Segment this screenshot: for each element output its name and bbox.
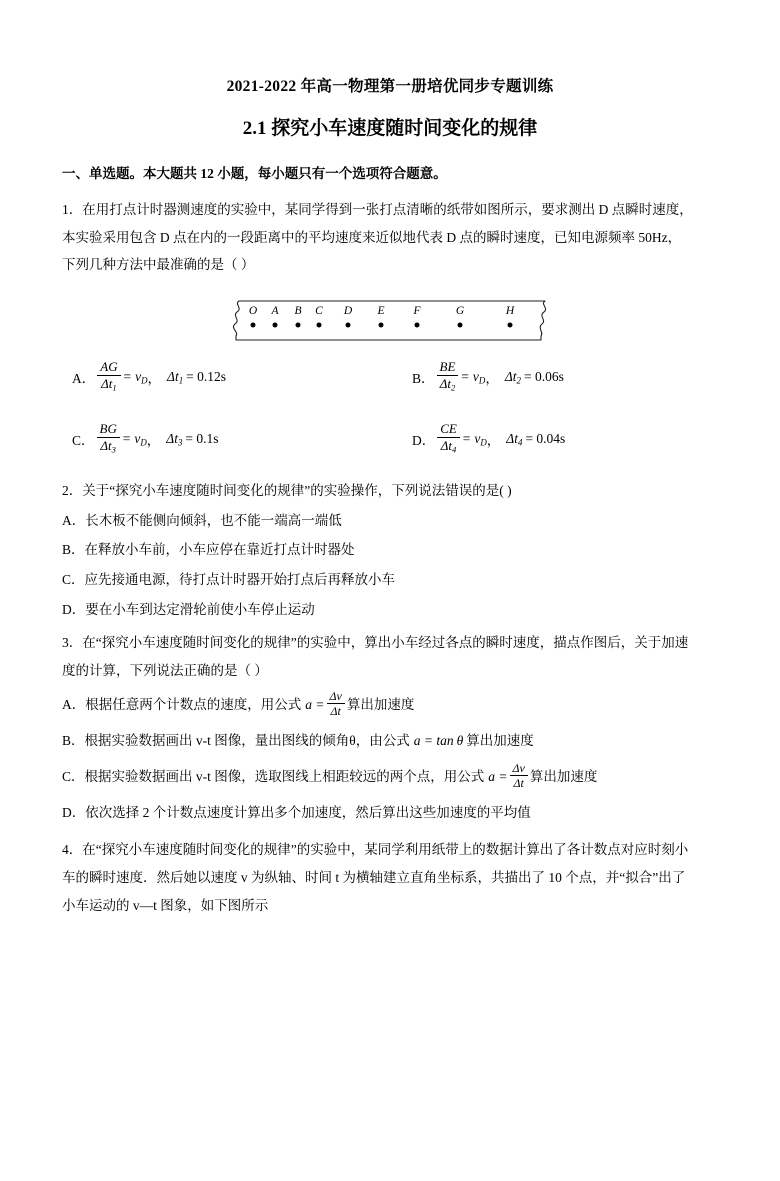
q3-option-a-label: A． (62, 696, 86, 712)
option-c-fraction (97, 422, 120, 454)
svg-text:G: G (455, 304, 465, 317)
svg-text:H: H (505, 304, 515, 317)
option-d-value: = 0.04s (525, 431, 566, 446)
option-c-label: C． (72, 433, 95, 448)
svg-text:A: A (271, 304, 279, 317)
option-c-numerator: BG (99, 420, 117, 436)
question-1-option-a (62, 358, 402, 393)
question-3-stem-line-2: 度的计算，下列说法正确的是（ ） (62, 663, 268, 679)
q3-option-a-text-pre: 根据任意两个计数点的速度，用公式 (85, 696, 302, 712)
option-d-delta: $\Delta t_4$ (506, 430, 523, 448)
q3-option-c-formula-var: a = (488, 768, 508, 784)
option-c-denominator: $\Delta t_3$ (97, 437, 120, 454)
option-d-label: D． (412, 433, 436, 448)
document-page (0, 78, 780, 1181)
question-2-option-b: B．在释放小车前，小车应停在靠近打点计时器处 (62, 542, 355, 558)
q3-option-b-text-pre: 根据实验数据画出 v-t 图像，量出图线的倾角θ，由公式 (84, 732, 410, 748)
question-3-option-b (62, 727, 718, 755)
question-1-stem-line-2: 本实验采用包含 D 点在内的一段距离中的平均速度来近似地代表 D 点的瞬时速度，已知电源频率 50Hz， (62, 229, 682, 245)
question-4-stem-line-1: 4．在“探究小车速度随时间变化的规律”的实验中，某同学利用纸带上的数据计算出了各计数点对应时刻小 (62, 842, 689, 858)
q3-option-b-label: B． (62, 732, 85, 748)
question-3-stem (62, 629, 718, 684)
question-3-option-d (62, 799, 718, 827)
q3-option-a-formula-var: a = (305, 696, 325, 712)
option-a-comma: ， (147, 370, 162, 386)
q3-option-b-formula-var: a = tan (413, 732, 454, 748)
svg-text:B: B (294, 304, 302, 317)
document-subtitle: 2.1 探究小车速度随时间变化的规律 (242, 117, 538, 139)
question-2-option-c: C．应先接通电源，待打点计时器开始打点后再释放小车 (62, 572, 396, 588)
option-c-value: = 0.1s (185, 431, 219, 446)
option-d-denominator: $\Delta t_4$ (437, 437, 460, 454)
svg-text:C: C (315, 304, 323, 317)
q3-option-b-theta: θ (456, 732, 464, 748)
option-a-numerator: AG (100, 358, 118, 374)
option-b-numerator: BE (439, 358, 456, 374)
option-a-denominator: $\Delta t_1$ (97, 375, 120, 392)
question-1-stem (62, 196, 718, 279)
option-c-comma: ， (146, 433, 161, 448)
section-heading: 一、单选题。本大题共 12 小题，每小题只有一个选项符合题意。 (62, 166, 447, 182)
question-1-options-row-1 (62, 358, 718, 393)
question-1-option-b (402, 358, 564, 393)
question-2-stem: 2．关于“探究小车速度随时间变化的规律”的实验操作，下列说法错误的是( ) (62, 483, 512, 499)
q3-option-a-denominator: Δt (327, 703, 345, 718)
question-2-option-d: D．要在小车到达定滑轮前使小车停止运动 (62, 601, 315, 617)
question-1-options-row-2 (62, 420, 718, 455)
ticker-tape-diagram (225, 295, 555, 347)
question-1-figure (62, 295, 718, 347)
option-a-value: = 0.12s (186, 368, 227, 384)
option-b-value: = 0.06s (523, 368, 564, 384)
option-b-denominator: $\Delta t_2$ (437, 375, 459, 392)
question-3-option-a (62, 688, 718, 719)
option-d-comma: ， (486, 433, 501, 448)
svg-text:O: O (248, 304, 258, 317)
question-3-stem-line-1: 3．在“探究小车速度随时间变化的规律”的实验中，算出小车经过各点的瞬时速度，描点作图后，关于加速 (62, 635, 689, 651)
q3-option-c-numerator: Δv (512, 760, 525, 775)
question-1-stem-line-3: 下列几种方法中最准确的是（ ） (62, 257, 255, 273)
question-4-stem (62, 836, 718, 919)
option-a-label: A． (72, 370, 96, 386)
q3-option-c-text-post: 算出加速度 (529, 768, 598, 784)
q3-option-a-text-post: 算出加速度 (346, 696, 415, 712)
option-d-fraction (437, 422, 460, 454)
svg-text:F: F (413, 304, 421, 317)
svg-text:E: E (377, 304, 385, 317)
option-a-equals: = $v_D$ (122, 368, 148, 386)
option-b-comma: ， (485, 370, 499, 386)
question-1-stem-line-1: 1．在用打点计时器测速度的实验中，某同学得到一张打点清晰的纸带如图所示，要求测出 D 点瞬时速度， (62, 201, 693, 217)
question-3-option-c (62, 760, 718, 791)
q3-option-a-fraction (327, 690, 345, 718)
question-2-option-a: A．长木板不能侧向倾斜，也不能一端高一端低 (62, 512, 342, 528)
question-4-stem-line-3: 小车运动的 v—t 图象，如下图所示 (62, 897, 269, 913)
document-title: 2021-2022 年高一物理第一册培优同步专题训练 (226, 78, 554, 95)
q3-option-d-text: 依次选择 2 个计数点速度计算出多个加速度，然后算出这些加速度的平均值 (85, 804, 531, 820)
option-d-equals: = $v_D$ (461, 430, 487, 448)
q3-option-c-text-pre: 根据实验数据画出 v-t 图像，选取图线上相距较远的两个点，用公式 (84, 768, 485, 784)
q3-option-a-numerator: Δv (329, 688, 342, 703)
q3-option-d-label: D． (62, 804, 86, 820)
q3-option-c-fraction (510, 762, 528, 790)
option-c-equals: = $v_D$ (121, 430, 147, 448)
option-a-fraction (97, 360, 120, 392)
q3-option-c-denominator: Δt (510, 775, 528, 790)
option-d-numerator: CE (440, 420, 457, 436)
q3-option-b-text-post: 算出加速度 (466, 732, 534, 748)
option-b-equals: = $v_D$ (460, 368, 486, 386)
option-a-delta: $\Delta t_1$ (167, 368, 184, 386)
option-b-fraction (437, 360, 459, 392)
question-4-stem-line-2: 车的瞬时速度．然后她以速度 v 为纵轴、时间 t 为横轴建立直角坐标系，共描出了 10 个点，并“拟合”出了 (62, 870, 686, 886)
question-1-option-d (402, 420, 566, 455)
option-c-delta: $\Delta t_3$ (166, 430, 183, 448)
option-b-label: B． (412, 370, 435, 386)
svg-text:D: D (343, 304, 353, 317)
option-b-delta: $\Delta t_2$ (504, 368, 521, 386)
question-1-option-c (62, 420, 402, 455)
q3-option-c-label: C． (62, 768, 85, 784)
